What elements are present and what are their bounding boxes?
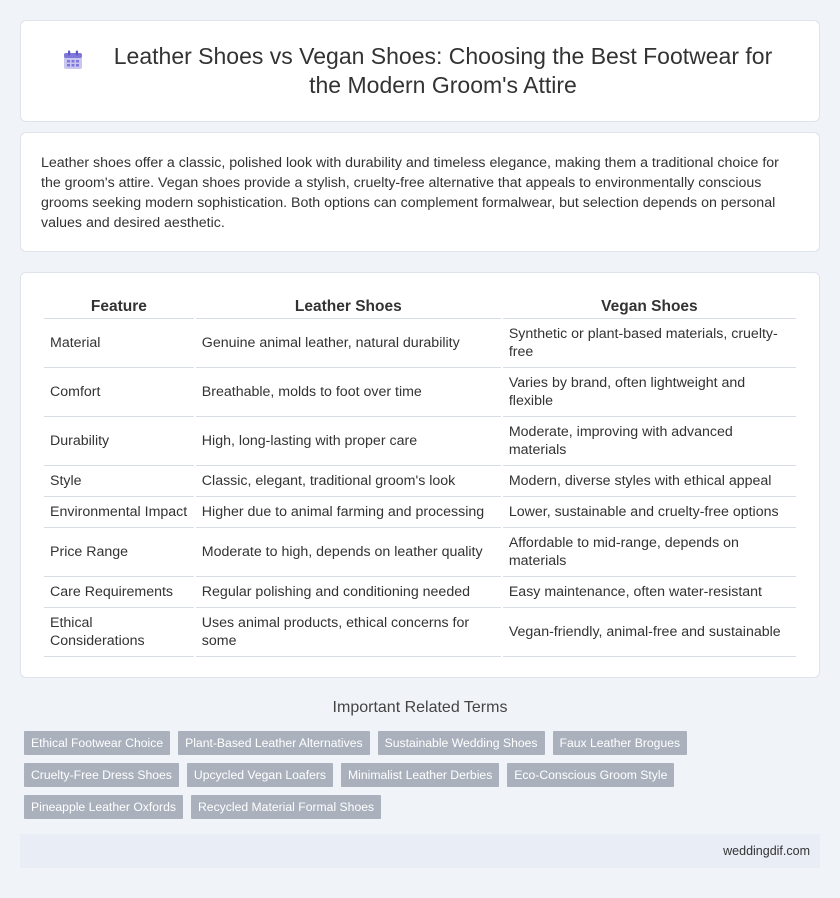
table-row (44, 528, 796, 577)
vegan-cell: Easy maintenance, often water-resistant (503, 577, 796, 608)
table-row (44, 417, 796, 466)
vegan-cell: Varies by brand, often lightweight and flexible (503, 368, 796, 417)
related-term-tag[interactable]: Upcycled Vegan Loafers (187, 763, 333, 787)
related-term-tag[interactable]: Cruelty-Free Dress Shoes (24, 763, 179, 787)
leather-cell: Moderate to high, depends on leather quality (196, 528, 501, 577)
related-term-tag[interactable]: Plant-Based Leather Alternatives (178, 731, 370, 755)
column-header-leather: Leather Shoes (196, 295, 501, 319)
intro-paragraph: Leather shoes offer a classic, polished look with durability and timeless elegance, making them a traditional choice for the groom's attire. Vegan shoes provide a stylish, cruelty-free alternative that appeals to environmentally conscious grooms seeking modern sophistication. Both options can complement formalwear, but selection depends on personal values and desired aesthetic. (41, 155, 779, 231)
table-row (44, 497, 796, 528)
intro-card (20, 132, 820, 252)
tag-row (24, 763, 764, 787)
column-header-feature: Feature (44, 295, 194, 319)
vegan-cell: Modern, diverse styles with ethical appeal (503, 466, 796, 497)
vegan-cell: Moderate, improving with advanced materials (503, 417, 796, 466)
vegan-cell: Lower, sustainable and cruelty-free options (503, 497, 796, 528)
feature-cell: Price Range (44, 528, 194, 577)
footer-site-link[interactable]: weddingdif.com (723, 844, 810, 858)
related-term-tag[interactable]: Recycled Material Formal Shoes (191, 795, 381, 819)
related-term-tag[interactable]: Eco-Conscious Groom Style (507, 763, 674, 787)
feature-cell: Care Requirements (44, 577, 194, 608)
related-term-tag[interactable]: Sustainable Wedding Shoes (378, 731, 545, 755)
column-header-vegan: Vegan Shoes (503, 295, 796, 319)
feature-cell: Material (44, 319, 194, 368)
feature-cell: Environmental Impact (44, 497, 194, 528)
related-terms-tags (24, 731, 764, 827)
table-row (44, 608, 796, 657)
feature-cell: Comfort (44, 368, 194, 417)
leather-cell: Regular polishing and conditioning needed (196, 577, 501, 608)
comparison-card (20, 272, 820, 678)
related-terms-title: Important Related Terms (332, 699, 508, 716)
table-row (44, 466, 796, 497)
leather-cell: Uses animal products, ethical concerns for some (196, 608, 501, 657)
leather-cell: Classic, elegant, traditional groom's look (196, 466, 501, 497)
related-term-tag[interactable]: Minimalist Leather Derbies (341, 763, 499, 787)
table-row (44, 319, 796, 368)
calendar-icon (61, 48, 85, 72)
leather-cell: Breathable, molds to foot over time (196, 368, 501, 417)
related-term-tag[interactable]: Ethical Footwear Choice (24, 731, 170, 755)
page-title: Leather Shoes vs Vegan Shoes: Choosing the Best Footwear for the Modern Groom's Attire (113, 43, 773, 98)
vegan-cell: Vegan-friendly, animal-free and sustainable (503, 608, 796, 657)
table-header-row (44, 295, 796, 319)
feature-cell: Ethical Considerations (44, 608, 194, 657)
footer (20, 834, 820, 868)
vegan-cell: Synthetic or plant-based materials, cruelty-free (503, 319, 796, 368)
comparison-table (42, 295, 798, 657)
leather-cell: High, long-lasting with proper care (196, 417, 501, 466)
feature-cell: Style (44, 466, 194, 497)
tag-row (24, 795, 764, 819)
vegan-cell: Affordable to mid-range, depends on materials (503, 528, 796, 577)
table-row (44, 368, 796, 417)
related-term-tag[interactable]: Faux Leather Brogues (553, 731, 688, 755)
tag-row (24, 731, 764, 755)
leather-cell: Higher due to animal farming and processing (196, 497, 501, 528)
header-card (20, 20, 820, 122)
related-term-tag[interactable]: Pineapple Leather Oxfords (24, 795, 183, 819)
leather-cell: Genuine animal leather, natural durability (196, 319, 501, 368)
table-row (44, 577, 796, 608)
feature-cell: Durability (44, 417, 194, 466)
